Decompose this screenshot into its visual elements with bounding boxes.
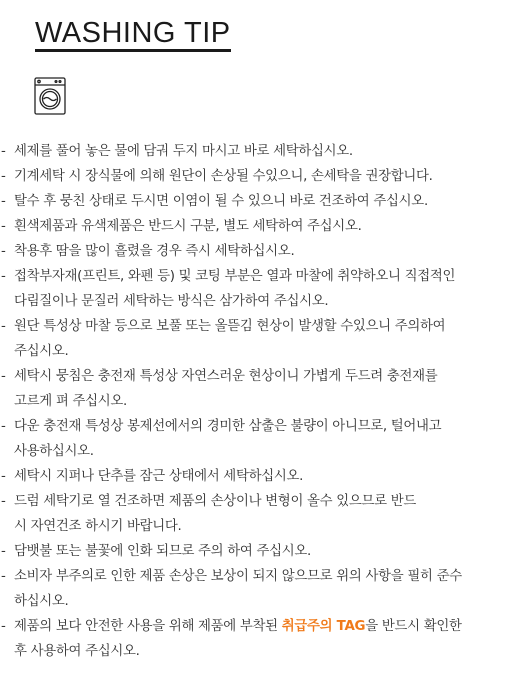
tip-text: 을 반드시 확인한 (365, 619, 462, 634)
tip-item: - 드럼 세탁기로 열 건조하면 제품의 손상이나 변형이 올수 있으므로 반드 시 자연건조 하시기 바랍니다. (0, 489, 505, 539)
tip-item: - 세제를 풀어 놓은 물에 담궈 두지 마시고 바로 세탁하십시오. (0, 139, 505, 164)
tip-line: 고르게 펴 주십시오. (14, 394, 127, 409)
tip-line: 접착부자재(프린트, 와펜 등) 및 코팅 부분은 열과 마찰에 취약하오니 직접적인 (14, 269, 456, 284)
tip-line (14, 614, 499, 639)
tip-item: - 소비자 부주의로 인한 제품 손상은 보상이 되지 않으므로 위의 사항을 필히 준수 하십시오. (0, 564, 505, 614)
tip-line: 기계세탁 시 장식물에 의해 원단이 손상될 수있으니, 손세탁을 권장합니다. (14, 169, 433, 184)
tip-line: 원단 특성상 마찰 등으로 보풀 또는 올뜯김 현상이 발생할 수있으니 주의하여 (14, 319, 446, 334)
tip-item: - 기계세탁 시 장식물에 의해 원단이 손상될 수있으니, 손세탁을 권장합니다. (0, 164, 505, 189)
tip-line: 세탁시 지퍼나 단추를 잠근 상태에서 세탁하십시오. (14, 469, 304, 484)
tip-line: 착용후 땀을 많이 흘렸을 경우 즉시 세탁하십시오. (14, 244, 295, 259)
tip-line: 담뱃불 또는 불꽃에 인화 되므로 주의 하여 주십시오. (14, 544, 311, 559)
tip-item: - 세탁시 지퍼나 단추를 잠근 상태에서 세탁하십시오. (0, 464, 505, 489)
tip-text: 제품의 보다 안전한 사용을 위해 제품에 부착된 (14, 619, 282, 634)
washing-machine-icon (34, 77, 66, 115)
tip-line: 후 사용하여 주십시오. (14, 644, 140, 659)
tip-line: 주십시오. (14, 344, 69, 359)
tip-line: 흰색제품과 유색제품은 반드시 구분, 별도 세탁하여 주십시오. (14, 219, 362, 234)
tip-line: 드럼 세탁기로 열 건조하면 제품의 손상이나 변형이 올수 있으므로 반드 (14, 494, 417, 509)
tip-item: - 다운 충전재 특성상 봉제선에서의 경미한 삼출은 불량이 아니므로, 털어내고 사용하십시오. (0, 414, 505, 464)
page-title: WASHING TIP (35, 18, 231, 52)
tip-item: - 담뱃불 또는 불꽃에 인화 되므로 주의 하여 주십시오. (0, 539, 505, 564)
washing-tips-list (0, 139, 505, 664)
tip-item: - 착용후 땀을 많이 흘렸을 경우 즉시 세탁하십시오. (0, 239, 505, 264)
tip-line: 세탁시 뭉침은 충전재 특성상 자연스러운 현상이니 가볍게 두드려 충전재를 (14, 369, 438, 384)
tip-line: 사용하십시오. (14, 444, 94, 459)
tip-line: 소비자 부주의로 인한 제품 손상은 보상이 되지 않으므로 위의 사항을 필히 준수 (14, 569, 462, 584)
tip-item: - 세탁시 뭉침은 충전재 특성상 자연스러운 현상이니 가볍게 두드려 충전재를 고르게 펴 주십시오. (0, 364, 505, 414)
care-tag-highlight: 취급주의 TAG (281, 619, 366, 634)
tip-item: - 접착부자재(프린트, 와펜 등) 및 코팅 부분은 열과 마찰에 취약하오니 직접적인 다림질이나 문질러 세탁하는 방식은 삼가하여 주십시오. (0, 264, 505, 314)
tip-item-care-tag: - 제품의 보다 안전한 사용을 위해 제품에 부착된 취급주의 TAG을 반드시 확인한 후 사용하여 주십시오. (0, 614, 505, 664)
tip-item: - 원단 특성상 마찰 등으로 보풀 또는 올뜯김 현상이 발생할 수있으니 주의하여 주십시오. (0, 314, 505, 364)
tip-item: - 흰색제품과 유색제품은 반드시 구분, 별도 세탁하여 주십시오. (0, 214, 505, 239)
tip-line: 탈수 후 뭉친 상태로 두시면 이염이 될 수 있으니 바로 건조하여 주십시오. (14, 194, 428, 209)
tip-line: 다림질이나 문질러 세탁하는 방식은 삼가하여 주십시오. (14, 294, 329, 309)
tip-line: 세제를 풀어 놓은 물에 담궈 두지 마시고 바로 세탁하십시오. (14, 144, 353, 159)
tip-line: 시 자연건조 하시기 바랍니다. (14, 519, 182, 534)
tip-item: - 탈수 후 뭉친 상태로 두시면 이염이 될 수 있으니 바로 건조하여 주십시오. (0, 189, 505, 214)
tip-line: 다운 충전재 특성상 봉제선에서의 경미한 삼출은 불량이 아니므로, 털어내고 (14, 419, 442, 434)
tip-line: 하십시오. (14, 594, 69, 609)
